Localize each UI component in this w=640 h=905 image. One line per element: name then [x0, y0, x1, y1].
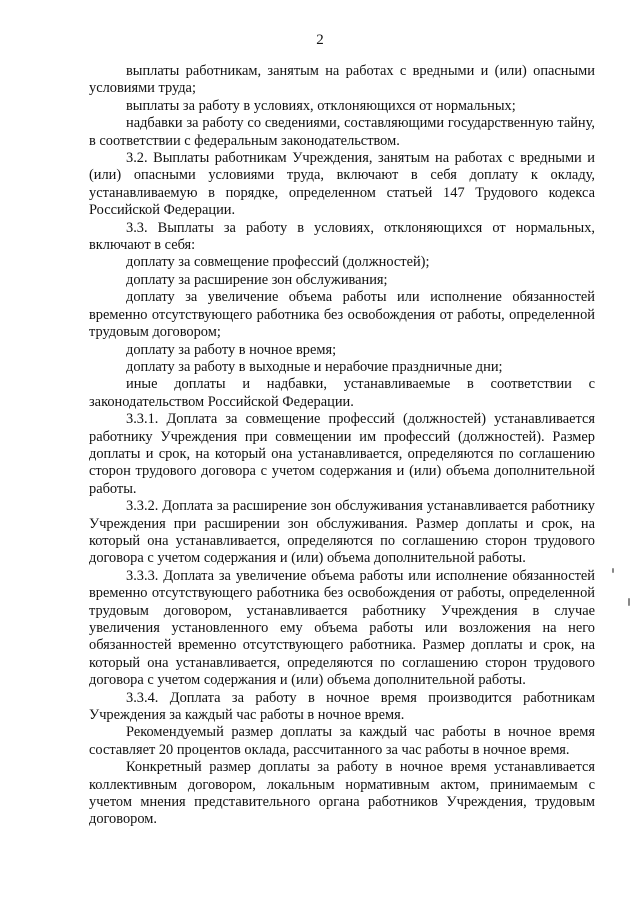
scan-speck: [628, 598, 630, 606]
paragraph: Рекомендуемый размер доплаты за каждый час работы в ночное время составляет 20 процентов оклада, рассчитанного за час работы в ночное время.: [89, 724, 595, 758]
document-body: [89, 63, 595, 829]
paragraph: доплату за работу в выходные и нерабочие праздничные дни;: [126, 358, 503, 375]
paragraph: доплату за увеличение объема работы или исполнение обязанностей временно отсутствующего работника без освобождения от работы, определенной трудовым договором;: [89, 289, 595, 341]
paragraph: доплату за совмещение профессий (должностей);: [126, 254, 430, 271]
page-number: 2: [316, 32, 324, 48]
scan-speck: [612, 568, 614, 573]
paragraph: выплаты за работу в условиях, отклоняющихся от нормальных;: [126, 97, 516, 114]
paragraph: 3.3.1. Доплата за совмещение профессий (должностей) устанавливается работнику Учреждения при совмещении им профессий (должностей). Размер доплаты и срок, на который она устанавливается, определяются по соглашению сторон трудового договора с учетом содержания и (или) объема дополнительной работы.: [89, 411, 595, 497]
paragraph: доплату за работу в ночное время;: [126, 341, 337, 358]
paragraph: 3.3.4. Доплата за работу в ночное время производится работникам Учреждения за каждый час работы в ночное время.: [89, 689, 595, 724]
paragraph: Конкретный размер доплаты за работу в ночное время устанавливается коллективным договором, локальным нормативным актом, принимаемым с учетом мнения представительного органа работников Учреждения, трудовым договором.: [89, 759, 595, 828]
paragraph: надбавки за работу со сведениями, составляющими государственную тайну, в соответствии с федеральным законодательством.: [89, 115, 595, 149]
paragraph: 3.3.2. Доплата за расширение зон обслуживания устанавливается работнику Учреждения при расширении зон обслуживания. Размер доплаты и срок, на который она устанавливается, определяются по соглашению сторон трудового договора с учетом содержания и (или) объема дополнительной работы.: [89, 498, 595, 567]
paragraph: выплаты работникам, занятым на работах с вредными и (или) опасными условиями труда;: [89, 63, 595, 97]
paragraph: 3.3. Выплаты за работу в условиях, отклоняющихся от нормальных, включают в себя:: [89, 219, 595, 254]
paragraph: 3.2. Выплаты работникам Учреждения, занятым на работах с вредными и (или) опасными условиями труда, включают в себя доплату к окладу, устанавливаемую в порядке, определенном статьей 147 Трудового кодекса Российской Федерации.: [89, 150, 595, 219]
paragraph: доплату за расширение зон обслуживания;: [126, 271, 388, 288]
paragraph: иные доплаты и надбавки, устанавливаемые в соответствии с законодательством Российской Федерации.: [89, 376, 595, 410]
paragraph: 3.3.3. Доплата за увеличение объема работы или исполнение обязанностей временно отсутствующего работника без освобождения от работы, определенной трудовым договором, устанавливается работнику Учреждения в случае увеличения установленного ему объема работы или возложения на него обязанностей временно отсутствующего работника. Размер доплаты и срок, на который она устанавливается, определяются по соглашению сторон трудового договора с учетом содержания и (или) объема дополнительной работы.: [89, 567, 595, 689]
